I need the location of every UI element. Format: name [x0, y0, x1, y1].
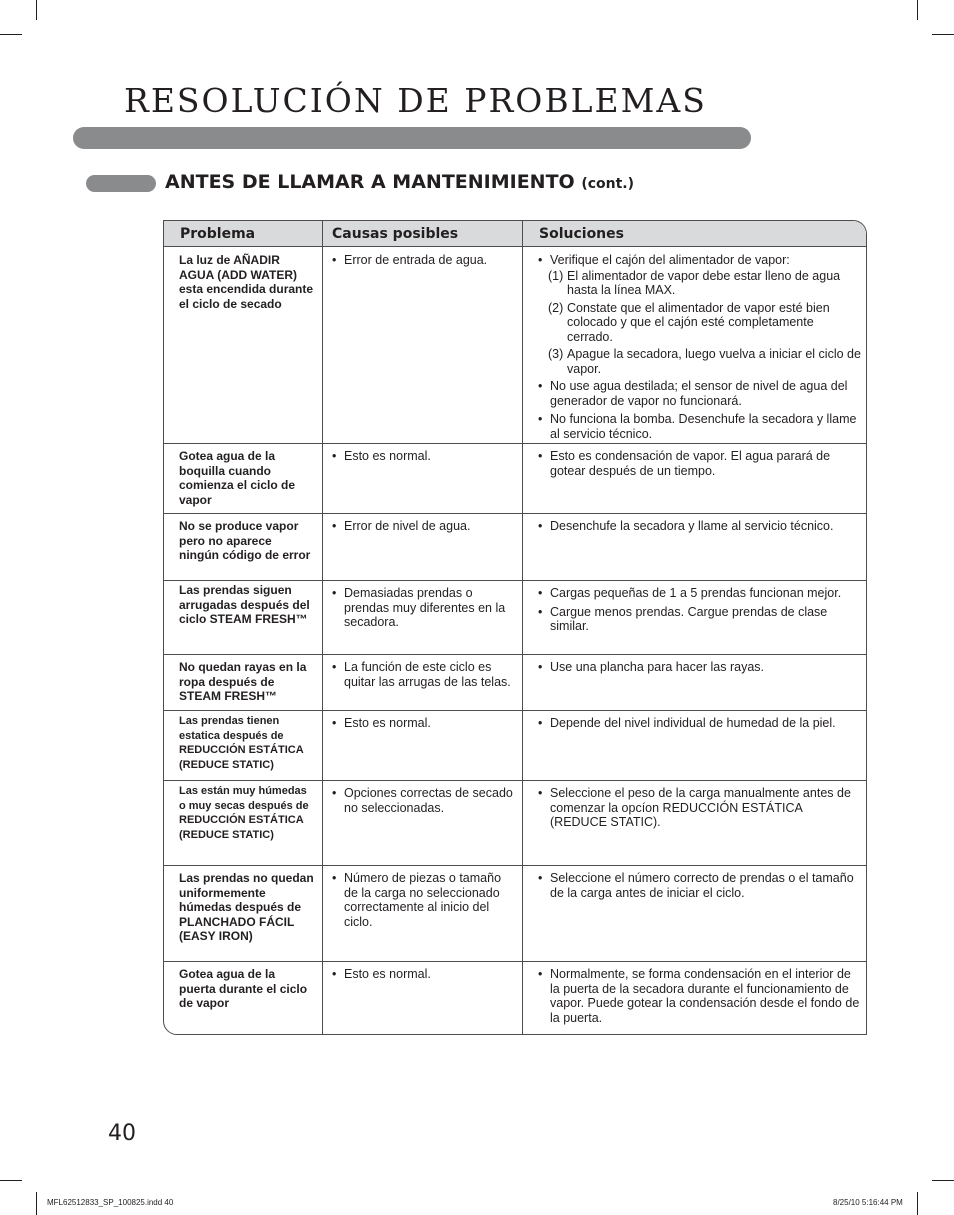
solution-cell [536, 786, 861, 834]
solution-item: • Seleccione el número correcto de prendas o el tamaño de la carga antes de iniciar el ciclo. [536, 871, 861, 900]
cause-cell [330, 660, 514, 693]
solution-cell [536, 716, 861, 735]
section-title-text: ANTES DE LLAMAR A MANTENIMIENTO [165, 171, 575, 193]
table-row [164, 961, 866, 1035]
step-number: (2) [548, 300, 564, 315]
cause-text: • La función de este ciclo es quitar las arrugas de las telas. [330, 660, 514, 689]
solution-item: • Desenchufe la secadora y llame al servicio técnico. [536, 519, 861, 534]
step-number: (1) [548, 268, 564, 283]
solution-cell [536, 871, 861, 904]
solution-item: • Esto es condensación de vapor. El agua parará de gotear después de un tiempo. [536, 449, 861, 478]
cause-cell [330, 967, 514, 986]
solution-cell [536, 967, 861, 1029]
cause-text: • Esto es normal. [330, 967, 514, 982]
problem-cell: Gotea agua de la puerta durante el ciclo de vapor [179, 967, 308, 1010]
solution-item: • Use una plancha para hacer las rayas. [536, 660, 861, 675]
table-row [164, 513, 866, 580]
solution-step [536, 301, 861, 345]
solution-cell [536, 660, 861, 679]
step-number: (3) [548, 347, 564, 361]
solution-cell [536, 253, 861, 445]
solution-item: • Verifique el cajón del alimentador de vapor: [536, 253, 861, 268]
header-causes: Causas posibles [332, 226, 459, 242]
crop-mark [0, 34, 22, 35]
crop-mark [0, 1180, 22, 1181]
crop-mark [917, 0, 918, 20]
table-row [164, 710, 866, 780]
problem-cell: La luz de AÑADIR AGUA (ADD WATER) esta encendida durante el ciclo de secado [179, 253, 314, 311]
cause-text: • Esto es normal. [330, 449, 514, 464]
step-text: El alimentador de vapor debe estar lleno de agua hasta la línea MAX. [567, 268, 841, 297]
table-row [164, 780, 866, 865]
cause-cell [330, 253, 514, 272]
step-text: Apague la secadora, luego vuelva a iniciar el ciclo de vapor. [567, 347, 861, 376]
problem-cell: Las prendas no quedan uniformemente húmedas después de PLANCHADO FÁCIL (EASY IRON) [179, 871, 314, 943]
crop-mark [36, 1192, 37, 1215]
header-problem: Problema [180, 226, 256, 242]
table-row [164, 580, 866, 654]
crop-mark [917, 1192, 918, 1215]
cause-cell [330, 586, 514, 634]
solution-item: • Cargue menos prendas. Cargue prendas de clase similar. [536, 605, 861, 634]
solution-cell [536, 449, 861, 482]
solution-item: • Cargas pequeñas de 1 a 5 prendas funcionan mejor. [536, 586, 861, 601]
step-text: Constate que el alimentador de vapor esté bien colocado y que el cajón esté completamente cerrado. [567, 300, 830, 344]
cause-cell [330, 449, 514, 468]
solution-item: • No funciona la bomba. Desenchufe la secadora y llame al servicio técnico. [536, 412, 861, 441]
title-bar [73, 127, 751, 149]
solution-item: • Normalmente, se forma condensación en el interior de la puerta de la secadora durante el funcionamiento de vapor. Puede gotear la condensación desde el fondo de la puerta. [536, 967, 861, 1025]
crop-mark [932, 34, 954, 35]
cause-cell [330, 871, 514, 933]
cause-cell [330, 519, 514, 538]
table-row [164, 654, 866, 710]
footer-file-info: MFL62512833_SP_100825.indd 40 [47, 1198, 174, 1207]
page-number: 40 [108, 1121, 136, 1146]
cause-text: • Esto es normal. [330, 716, 514, 731]
troubleshooting-table [163, 220, 867, 1035]
cause-text: • Demasiadas prendas o prendas muy diferentes en la secadora. [330, 586, 514, 630]
cause-text: • Error de entrada de agua. [330, 253, 514, 268]
table-row [164, 247, 866, 443]
problem-cell: Gotea agua de la boquilla cuando comienza el ciclo de vapor [179, 449, 296, 507]
crop-mark [932, 1180, 954, 1181]
cause-cell [330, 716, 514, 735]
cause-cell [330, 786, 514, 819]
solution-item: • Depende del nivel individual de humedad de la piel. [536, 716, 861, 731]
section-title-suffix: (cont.) [581, 176, 635, 192]
problem-cell: No quedan rayas en la ropa después de STEAM FRESH™ [179, 660, 307, 703]
header-solutions: Soluciones [539, 226, 624, 242]
page-title: RESOLUCIÓN DE PROBLEMAS [124, 81, 707, 120]
table-row [164, 443, 866, 513]
table-header [164, 221, 866, 247]
problem-cell: Las prendas tienen estatica después de REDUCCIÓN ESTÁTICA (REDUCE STATIC) [179, 715, 304, 771]
cause-text: • Error de nivel de agua. [330, 519, 514, 534]
solution-item: • Seleccione el peso de la carga manualmente antes de comenzar la opcíon REDUCCIÓN ESTÁTICA (REDUCE STATIC). [536, 786, 861, 830]
crop-mark [36, 0, 37, 20]
cause-text: • Opciones correctas de secado no seleccionadas. [330, 786, 514, 815]
problem-cell: No se produce vapor pero no aparece ningún código de error [179, 519, 311, 562]
problem-cell: Las prendas siguen arrugadas después del ciclo STEAM FRESH™ [179, 583, 310, 626]
footer-timestamp: 8/25/10 5:16:44 PM [833, 1198, 903, 1207]
solution-step [536, 347, 861, 376]
solution-step [536, 269, 861, 298]
problem-cell: Las están muy húmedas o muy secas después de REDUCCIÓN ESTÁTICA (REDUCE STATIC) [179, 785, 309, 841]
section-title [165, 173, 634, 192]
section-pill [86, 175, 156, 192]
solution-cell [536, 519, 861, 538]
cause-text: • Número de piezas o tamaño de la carga no seleccionado correctamente al inicio del ciclo. [330, 871, 514, 929]
solution-item: • No use agua destilada; el sensor de nivel de agua del generador de vapor no funcionará. [536, 379, 861, 408]
table-row [164, 865, 866, 961]
solution-cell [536, 586, 861, 638]
